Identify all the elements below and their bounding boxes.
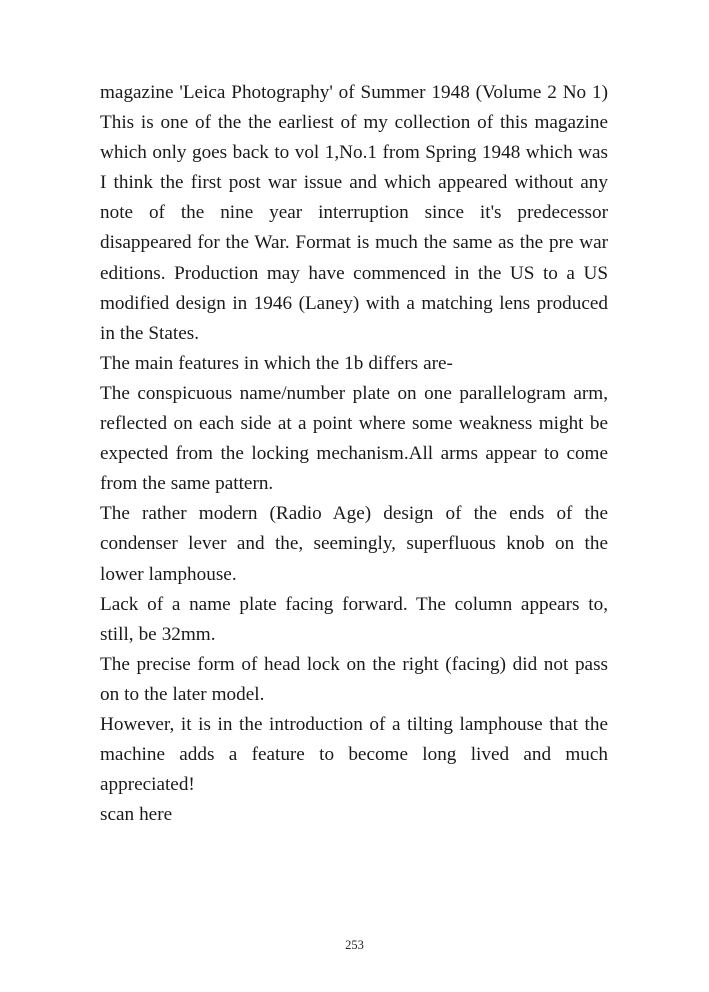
- paragraph: However, it is in the introduction of a tilting lamphouse that the machine adds a feature to become long lived and much appreciated!: [100, 713, 608, 796]
- document-body: [100, 78, 608, 830]
- paragraph: The main features in which the 1b differs are-: [100, 352, 453, 374]
- page-number: 253: [345, 938, 364, 952]
- paragraph: The precise form of head lock on the right (facing) did not pass on to the later model.: [100, 653, 608, 705]
- paragraph: magazine 'Leica Photography' of Summer 1948 (Volume 2 No 1) This is one of the the earliest of my collection of this magazine which only goes back to vol 1,No.1 from Spring 1948 which was I think the first post war issue and which appeared without any note of the nine year interruption since it's predecessor disappeared for the War. Format is much the same as the pre war editions. Production may have commenced in the US to a US modified design in 1946 (Laney) with a matching lens produced in the States.: [100, 82, 608, 344]
- paragraph: scan here: [100, 804, 173, 826]
- paragraph: The conspicuous name/number plate on one parallelogram arm, reflected on each side at a point where some weakness might be expected from the locking mechanism.All arms appear to come from the same pattern.: [100, 382, 608, 495]
- paragraph: The rather modern (Radio Age) design of the ends of the condenser lever and the, seemingly, superfluous knob on the lower lamphouse.: [100, 503, 608, 585]
- paragraph: Lack of a name plate facing forward. The column appears to, still, be 32mm.: [100, 593, 608, 645]
